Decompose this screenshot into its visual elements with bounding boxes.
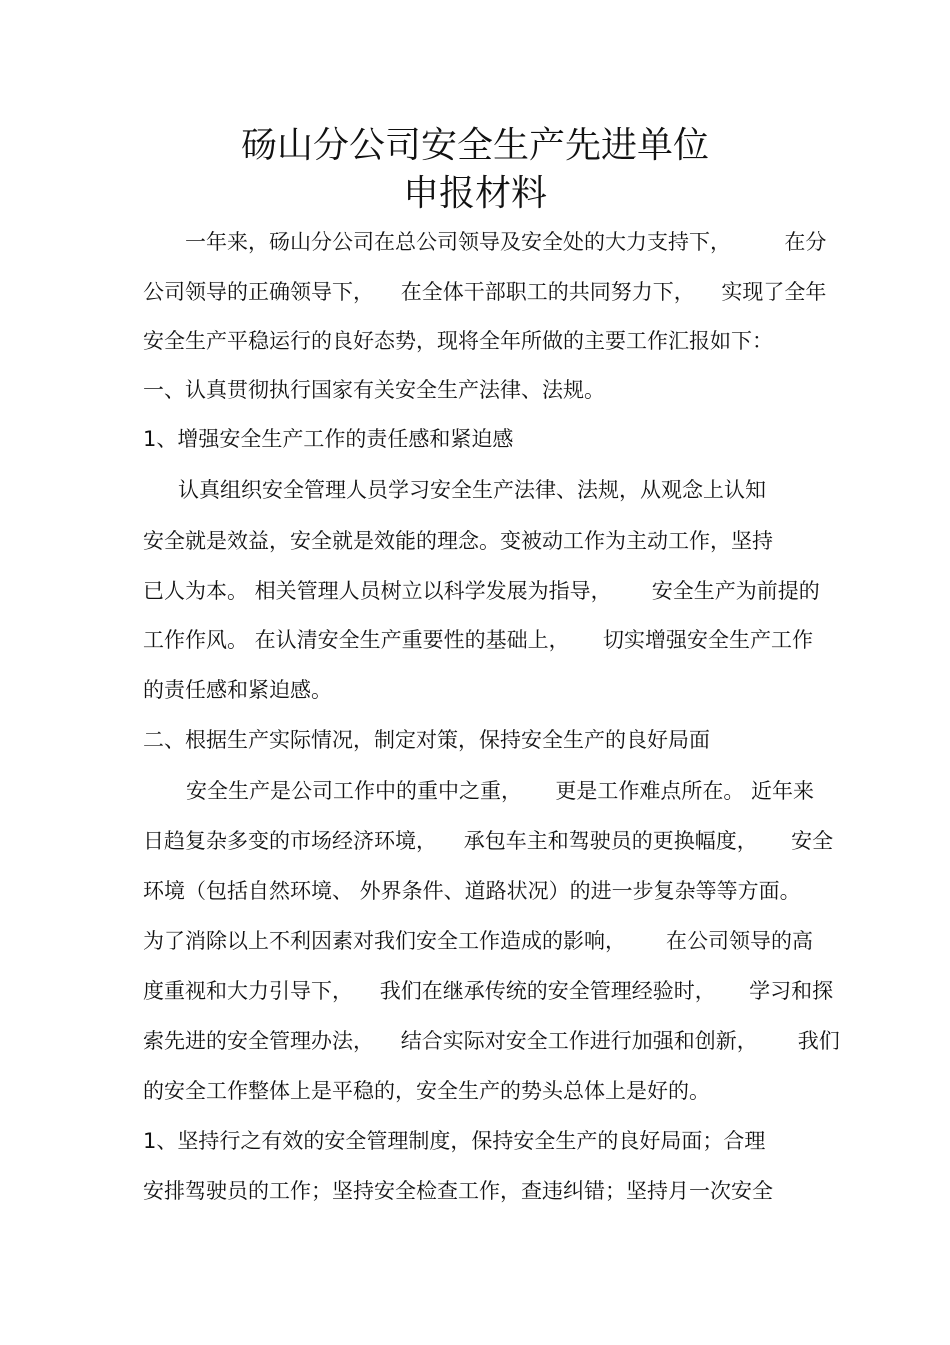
subsection-heading: 1、坚持行之有效的安全管理制度，保持安全生产的良好局面；合理 (143, 1129, 766, 1153)
paragraph-line: 安全生产平稳运行的良好态势，现将全年所做的主要工作汇报如下： (143, 329, 773, 353)
paragraph-line: 工作作风。 在认清安全生产重要性的基础上， 切实增强安全生产工作 (143, 628, 814, 652)
paragraph-line: 认真组织安全管理人员学习安全生产法律、法规，从观念上认知 (178, 478, 766, 502)
paragraph-line: 的安全工作整体上是平稳的，安全生产的势头总体上是好的。 (143, 1079, 710, 1103)
section-heading: 二、根据生产实际情况，制定对策，保持安全生产的良好局面 (143, 728, 710, 752)
paragraph-line: 安全就是效益，安全就是效能的理念。变被动工作为主动工作，坚持 (143, 529, 773, 553)
paragraph-line: 已人为本。 相关管理人员树立以科学发展为指导， 安全生产为前提的 (143, 579, 820, 603)
paragraph-line: 日趋复杂多变的市场经济环境， 承包车主和驾驶员的更换幅度， 安全 (143, 829, 834, 853)
paragraph-line: 为了消除以上不利因素对我们安全工作造成的影响， 在公司领导的高 (143, 929, 814, 953)
document-title: 砀山分公司安全生产先进单位 (240, 125, 709, 166)
section-heading: 一、认真贯彻执行国家有关安全生产法律、法规。 (143, 378, 605, 402)
paragraph-line: 的责任感和紧迫感。 (143, 678, 332, 702)
paragraph-line: 索先进的安全管理办法， 结合实际对安全工作进行加强和创新， 我们 (143, 1029, 840, 1053)
paragraph-line: 一年来，砀山分公司在总公司领导及安全处的大力支持下， 在分 (185, 230, 827, 254)
paragraph-line: 安排驾驶员的工作；坚持安全检查工作，查违纠错；坚持月一次安全 (143, 1179, 773, 1203)
paragraph-line: 环境（包括自然环境、 外界条件、道路状况）的进一步复杂等等方面。 (143, 879, 801, 903)
paragraph-line: 公司领导的正确领导下， 在全体干部职工的共同努力下， 实现了全年 (143, 280, 827, 304)
subsection-heading: 1、增强安全生产工作的责任感和紧迫感 (143, 427, 514, 451)
paragraph-line: 安全生产是公司工作中的重中之重， 更是工作难点所在。 近年来 (186, 779, 815, 803)
paragraph-line: 度重视和大力引导下， 我们在继承传统的安全管理经验时， 学习和探 (143, 979, 834, 1003)
document-subtitle: 申报材料 (402, 173, 547, 214)
